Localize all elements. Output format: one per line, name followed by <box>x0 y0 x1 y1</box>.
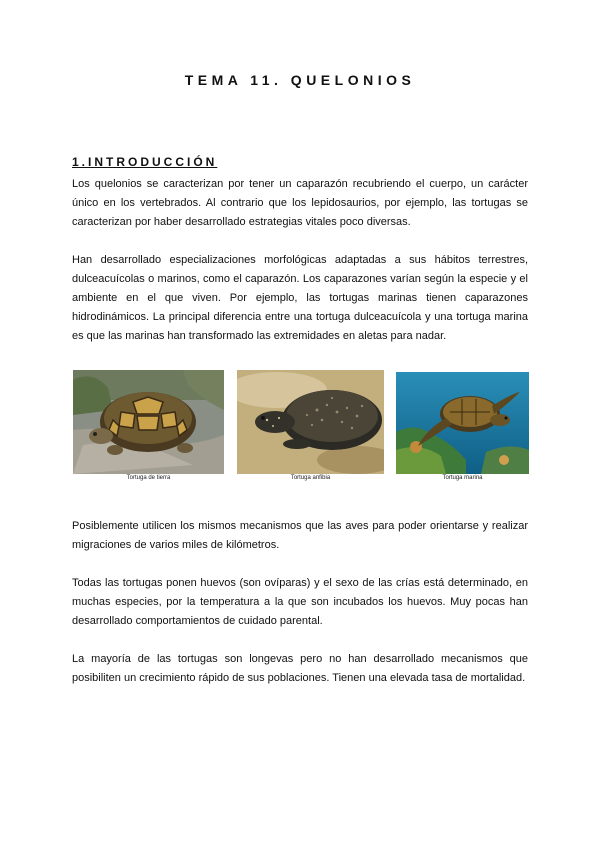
figure-tortuga-tierra <box>73 370 224 481</box>
paragraph: Los quelonios se caracterizan por tener un caparazón recubriendo el cuerpo, un carácter único en los vertebrados. Al contrario que los lepidosaurios, por ejemplo, las tortugas se caracterizan por haber desarrollado estrategias vitales poco diversas. <box>72 178 528 228</box>
land-tortoise-photo <box>73 370 224 474</box>
paragraph: La mayoría de las tortugas son longevas pero no han desarrollado mecanismos que posibiliten un crecimiento rápido de sus poblaciones. Tienen una elevada tasa de mortalidad. <box>72 653 528 684</box>
figure-caption: Tortuga marina <box>442 475 483 481</box>
sea-turtle-photo <box>396 372 529 474</box>
figure-caption: Tortuga de tierra <box>126 475 171 481</box>
paragraph: Todas las tortugas ponen huevos (son ovíparas) y el sexo de las crías está determinado, en muchas especies, por la temperatura a la que son incubados los huevos. Muy pocas han desarrollado comportamientos de cuidado parental. <box>72 577 528 627</box>
figure-caption: Tortuga anfibia <box>290 475 331 481</box>
document-title: TEMA 11. QUELONIOS <box>184 72 416 88</box>
figure-tortuga-marina <box>396 372 529 481</box>
figure-tortuga-anfibia <box>237 370 384 481</box>
paragraph: Han desarrollado especializaciones morfológicas adaptadas a sus hábitos terrestres, dulceacuícolas o marinos, como el caparazón. Los caparazones varían según la especie y el ambiente en el que viven. Por ejemplo, las tortugas marinas tienen caparazones hidrodinámicos. La principal diferencia entre una tortuga dulceacuícola y una tortuga marina es que las marinas han transformado las extremidades en aletas para nadar. <box>72 254 528 342</box>
freshwater-turtle-photo <box>237 370 384 474</box>
paragraph: Posiblemente utilicen los mismos mecanismos que las aves para poder orientarse y realizar migraciones de varios miles de kilómetros. <box>72 520 528 551</box>
section-heading-introduccion: 1.INTRODUCCIÓN <box>72 155 218 169</box>
